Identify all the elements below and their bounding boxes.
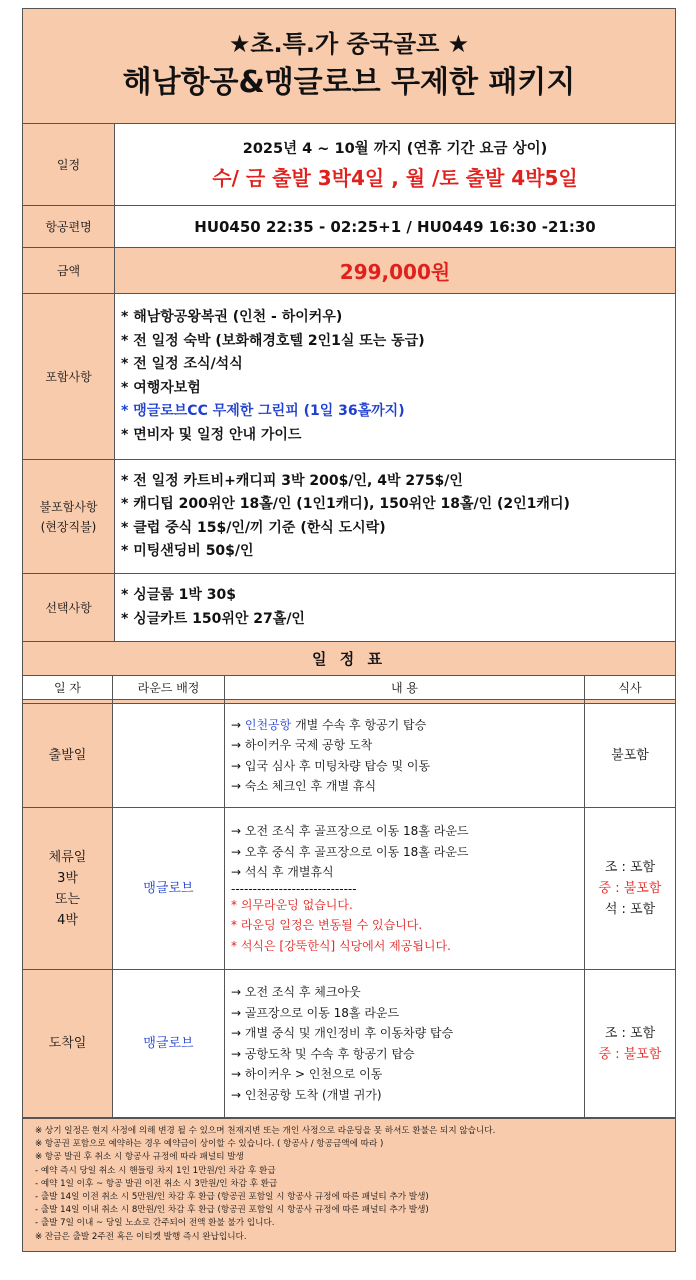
note-line: ※ 항공권 포함으로 예약하는 경우 예약금이 상이할 수 있습니다. ( 항공사 / 항공금액에 따라 ): [35, 1139, 384, 1150]
note-line: - 예약 1일 이후 ~ 항공 발권 이전 취소 시 3만원/인 차감 후 환급: [35, 1178, 278, 1189]
departure-day-cell: 출발일: [23, 704, 113, 808]
excluded-list: [115, 460, 675, 573]
stay-step: → 오전 조식 후 골프장으로 이동 18홀 라운드: [231, 824, 469, 838]
stay-step: → 석식 후 개별휴식: [231, 865, 334, 879]
excluded-row: [23, 460, 675, 574]
meal-breakfast: 조 : 포함: [604, 1025, 656, 1041]
schedule-period: 2025년 4 ~ 10월 까지 (연휴 기간 요금 상이): [242, 140, 548, 157]
arrival-step: → 개별 중식 및 개인정비 후 이동차량 탑승: [231, 1026, 454, 1040]
stay-day-cell: [23, 808, 113, 970]
stay-day-line: 4박: [57, 912, 78, 928]
meal-breakfast: 조 : 포함: [604, 860, 656, 875]
departure-step: → 인천공항 개별 수속 후 항공기 탑승: [231, 717, 427, 732]
options-row: [23, 574, 675, 642]
note-line: - 출발 14일 이내 취소 시 8만원/인 차감 후 환급 (항공권 포함일 시 항공사 규정에 따른 패널티 추가 발생): [35, 1205, 429, 1216]
title-header: [23, 9, 675, 124]
price-value: 299,000원: [339, 260, 451, 284]
itinerary-title: 일 정 표: [23, 642, 675, 676]
departure-steps: [225, 704, 585, 808]
departure-step: → 숙소 체크인 후 개별 휴식: [231, 779, 377, 793]
departure-step: → 입국 심사 후 미팅차량 탑승 및 이동: [231, 758, 431, 773]
stay-note: * 라운딩 일정은 변동될 수 있습니다.: [231, 918, 423, 932]
stay-meal-cell: [585, 808, 675, 970]
schedule-row: [23, 124, 675, 206]
col-header-round: 라운드 배정: [113, 676, 225, 700]
excluded-label: [23, 460, 115, 573]
stay-note: * 석식은 [강뚝한식] 식당에서 제공됩니다.: [231, 938, 451, 953]
note-line: - 예약 즉시 당일 취소 시 핸들링 차지 1인 1만원/인 차감 후 환급: [35, 1165, 276, 1176]
stay-divider: -----------------------------: [231, 881, 357, 896]
meal-dinner: 석 : 포함: [604, 902, 656, 917]
included-item: * 해남항공왕복권 (인천 - 하이커우): [121, 309, 343, 325]
arrival-steps: [225, 970, 585, 1118]
note-line: - 출발 7일 이내 ~ 당일 노쇼로 간주되어 전액 환불 불가 입니다.: [35, 1218, 275, 1229]
departure-round-cell: [113, 704, 225, 808]
departure-step: → 하이커우 국제 공항 도착: [231, 738, 373, 752]
flight-row: [23, 206, 675, 248]
excluded-item: * 캐디팁 200위안 18홀/인 (1인1캐디), 150위안 18홀/인 (2인1캐디): [121, 496, 570, 512]
col-header-meal: 식사: [585, 676, 675, 700]
included-item: * 여행자보험: [121, 379, 201, 396]
stay-day-line: 체류일: [48, 849, 87, 865]
terms-notes: [23, 1118, 675, 1251]
departure-meal-cell: 불포함: [585, 704, 675, 808]
included-row: [23, 294, 675, 460]
excluded-item: * 클럽 중식 15$/인/끼 기준 (한식 도시락): [121, 519, 386, 536]
stay-day-line: 3박: [57, 870, 78, 886]
price-row: [23, 248, 675, 294]
option-item: * 싱글카트 150위안 27홀/인: [121, 610, 305, 627]
stay-note: * 의무라운딩 없습니다.: [231, 897, 353, 912]
arrival-step: → 인천공항 도착 (개별 귀가): [231, 1087, 382, 1102]
options-label: 선택사항: [23, 574, 115, 641]
itinerary-table: [23, 676, 675, 1118]
arrival-step: → 오전 조식 후 체크아웃: [231, 985, 361, 999]
options-list: [115, 574, 675, 641]
included-item: * 전 일정 조식/석식: [121, 356, 243, 372]
stay-step: → 오후 중식 후 골프장으로 이동 18홀 라운드: [231, 844, 469, 859]
title-line-1: ★초.특.가 중국골프 ★: [228, 30, 470, 58]
price-label: 금액: [23, 248, 115, 293]
arrival-round-cell: 맹글로브: [113, 970, 225, 1118]
included-item-green-fee: * 맹글로브CC 무제한 그린피 (1일 36홀까지): [121, 403, 405, 419]
title-line-2: 해남항공&맹글로브 무제한 패키지: [122, 65, 576, 100]
note-line: ※ 잔금은 출발 2주전 혹은 이티켓 발행 즉시 완납입니다.: [35, 1231, 247, 1242]
stay-steps: [225, 808, 585, 970]
note-line: - 출발 14일 이전 취소 시 5만원/인 차감 후 환급 (항공권 포함일 시 항공사 규정에 따른 패널티 추가 발생): [35, 1192, 429, 1203]
included-item: * 면비자 및 일정 안내 가이드: [121, 426, 302, 443]
arrival-meal-cell: [585, 970, 675, 1118]
stay-round-cell: 맹글로브: [113, 808, 225, 970]
included-item: * 전 일정 숙박 (보화해경호텔 2인1실 또는 동급): [121, 332, 425, 349]
included-label: 포함사항: [23, 294, 115, 459]
incheon-airport-highlight: 인천공항: [244, 717, 292, 732]
arrival-step: → 하이커우 > 인천으로 이동: [231, 1067, 383, 1081]
excluded-label-line-1: 불포함사항: [39, 499, 98, 514]
arrival-step: → 공항도착 및 수속 후 항공기 탑승: [231, 1046, 415, 1061]
stay-day-line: 또는: [54, 891, 81, 907]
note-line: ※ 항공 발권 후 취소 시 항공사 규정에 따라 패널티 발생: [35, 1152, 244, 1163]
option-item: * 싱글룸 1박 30$: [121, 587, 237, 603]
departure-days: 수/ 금 출발 3박4일 , 월 /토 출발 4박5일: [212, 165, 578, 190]
flight-label: 항공편명: [23, 206, 115, 247]
meal-lunch: 중 : 불포함: [598, 1046, 662, 1062]
schedule-label: 일정: [23, 124, 115, 205]
col-header-date: 일 자: [23, 676, 113, 700]
arrival-day-cell: 도착일: [23, 970, 113, 1118]
flight-info: HU0450 22:35 - 02:25+1 / HU0449 16:30 -21:30: [194, 217, 596, 236]
note-line: ※ 상기 일정은 현지 사정에 의해 변경 될 수 있으며 천재지변 또는 개인 사정으로 라운딩을 못 하셔도 환불은 되지 않습니다.: [35, 1126, 496, 1136]
excluded-item: * 미팅샌딩비 50$/인: [121, 543, 254, 559]
package-sheet: [22, 8, 676, 1252]
meal-lunch: 중 : 불포함: [598, 881, 662, 896]
included-list: [115, 294, 675, 459]
excluded-label-line-2: (현장직불): [40, 519, 97, 534]
col-header-content: 내 용: [225, 676, 585, 700]
arrival-step: → 골프장으로 이동 18홀 라운드: [231, 1005, 400, 1020]
excluded-item: * 전 일정 카트비+캐디피 3박 200$/인, 4박 275$/인: [121, 472, 463, 489]
